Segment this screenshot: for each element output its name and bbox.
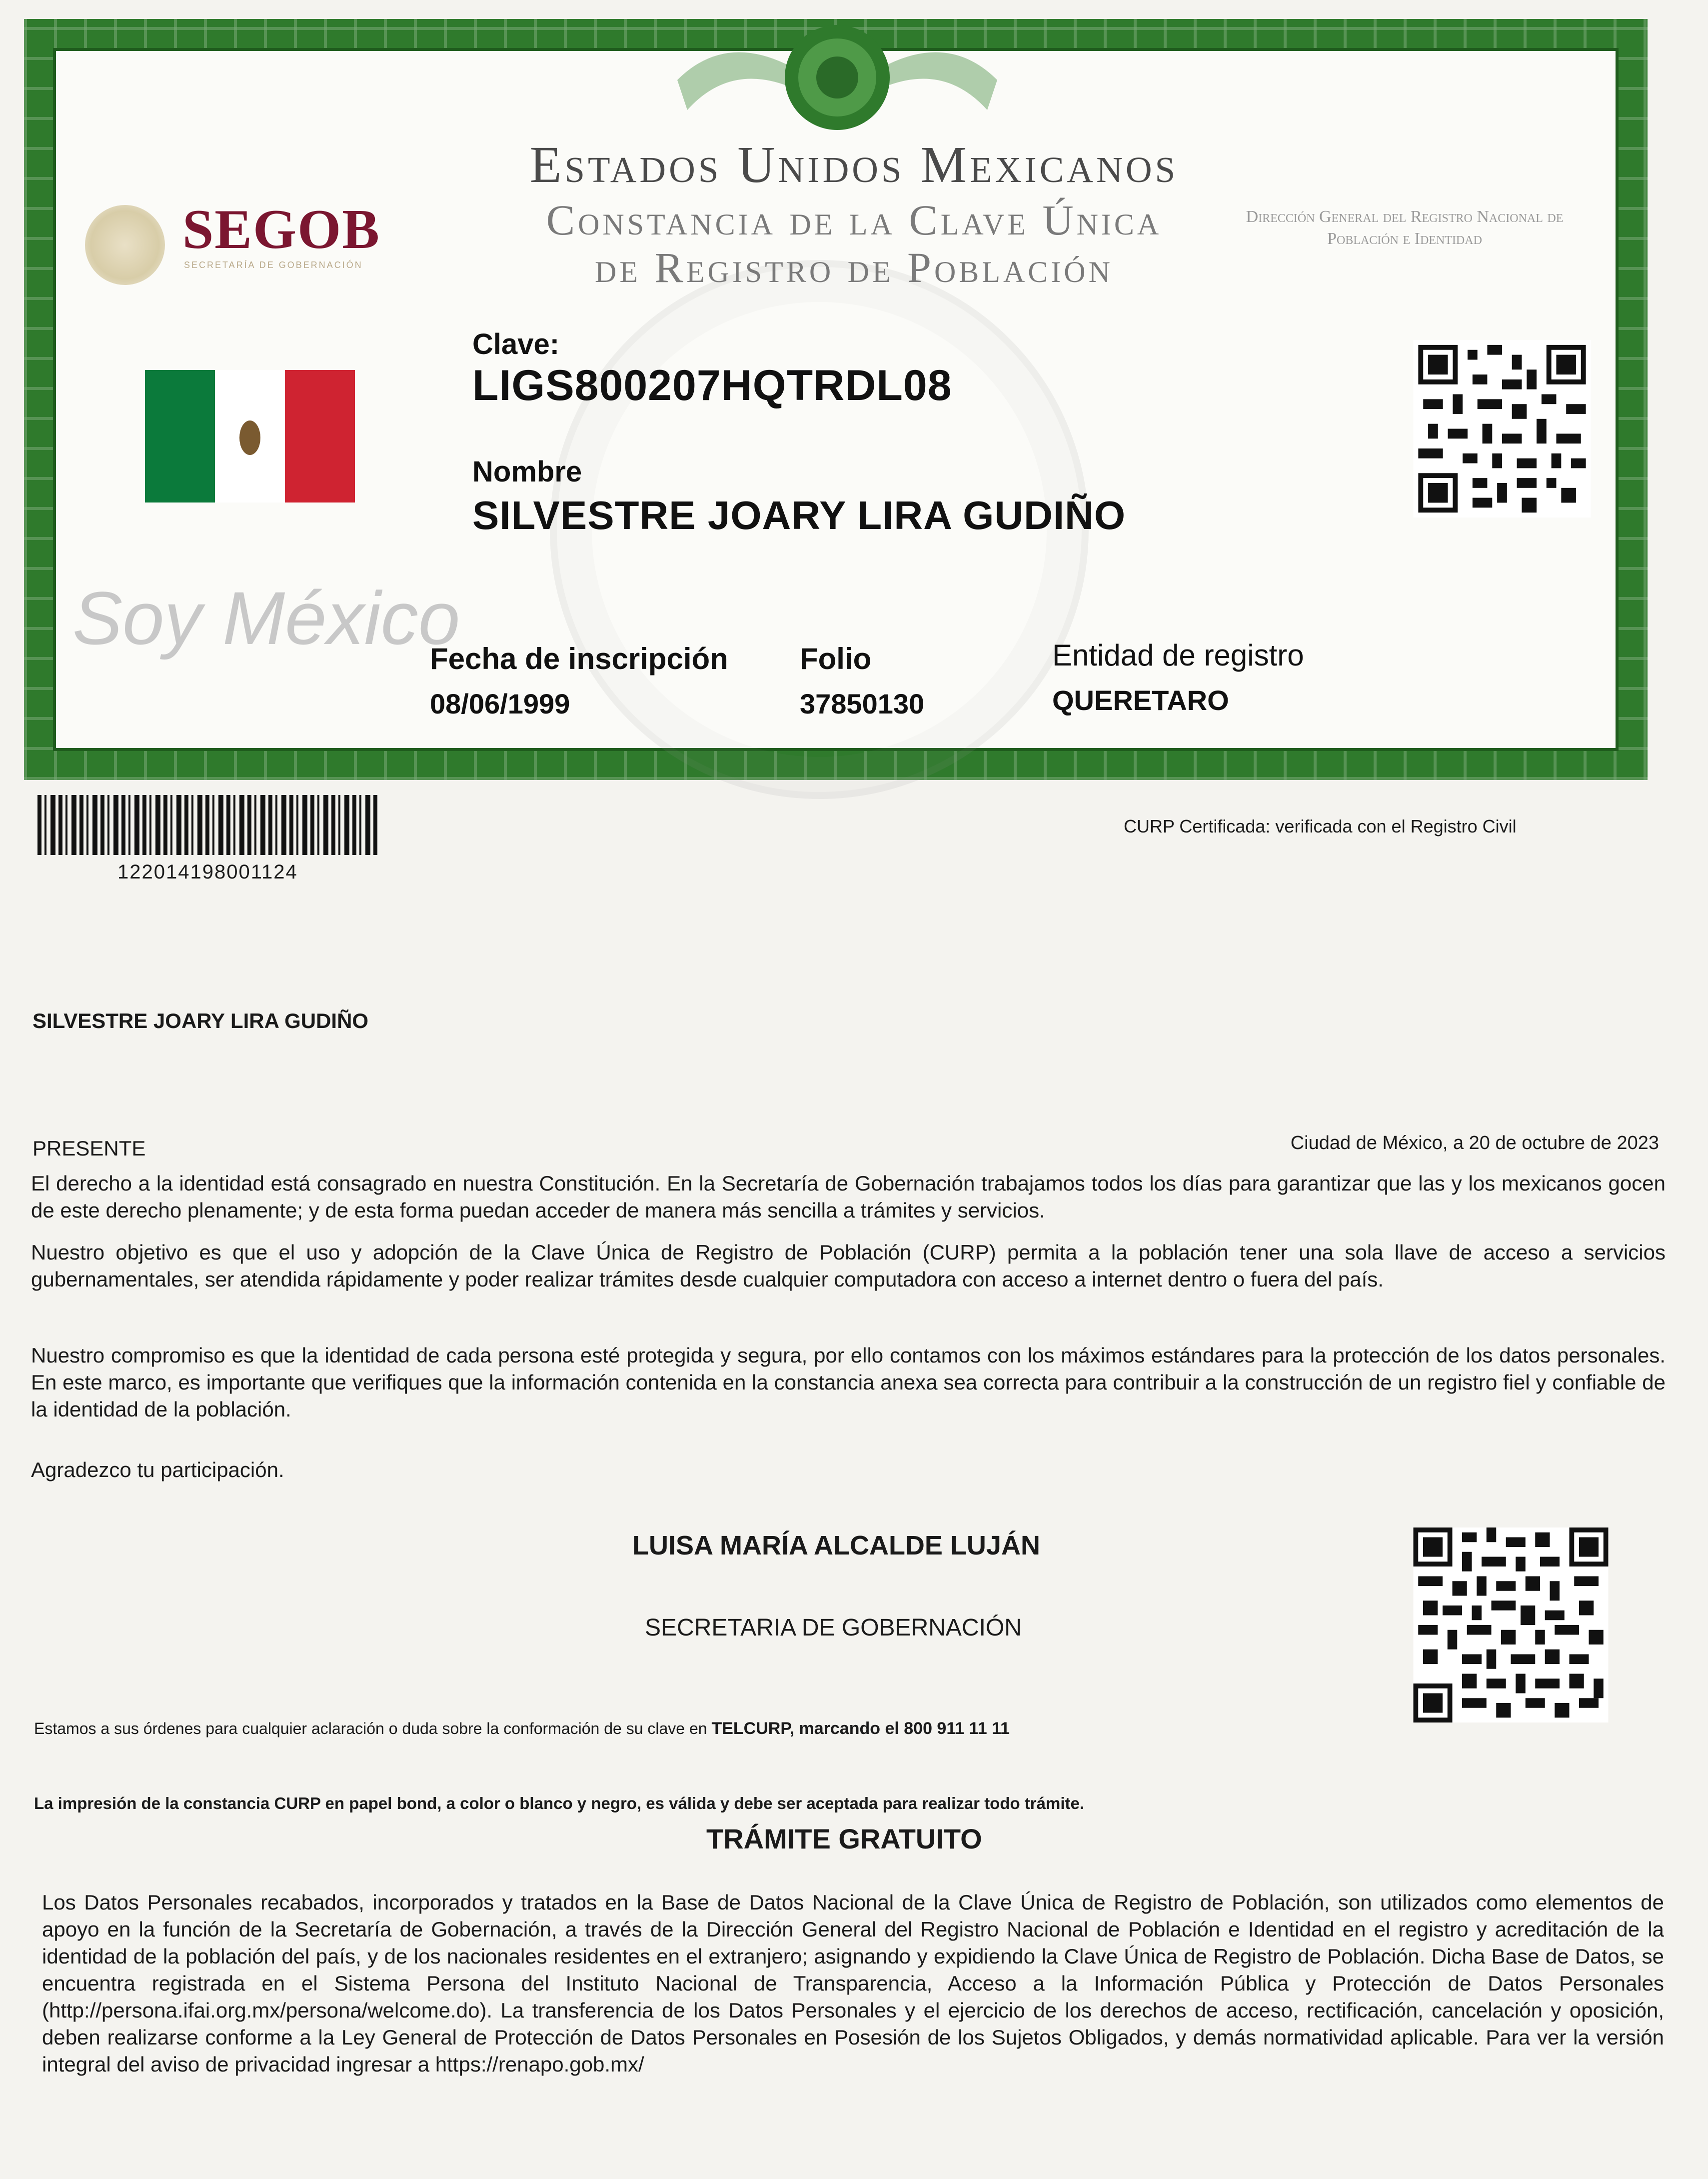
document-title: Estados Unidos Mexicanos: [529, 136, 1179, 194]
signer-role: SECRETARIA DE GOBERNACIÓN: [645, 1614, 1022, 1641]
help-line: [34, 1719, 1010, 1738]
fecha-inscripcion-value: 08/06/1999: [430, 688, 570, 720]
nombre-label: Nombre: [472, 456, 582, 488]
letter-addressee: SILVESTRE JOARY LIRA GUDIÑO: [32, 1009, 369, 1032]
signer-name: LUISA MARÍA ALCALDE LUJÁN: [632, 1530, 1040, 1560]
document-subtitle-line2: de Registro de Población: [595, 244, 1113, 292]
letter-paragraph-2: Nuestro objetivo es que el uso y adopción de la Clave Única de Registro de Población (CURP) permita a la población tener una sola llave de acceso a servicios gubernamentales, ser atendida rápidamente y poder realizar trámites desde cualquier computadora con acceso a internet dentro o fuera del país.: [31, 1240, 1666, 1291]
soy-mexico-logo: Soy México: [72, 576, 460, 660]
letter-place-date: Ciudad de México, a 20 de octubre de 2023: [1290, 1132, 1659, 1154]
qr-code-icon: [1412, 340, 1592, 518]
qr-code-icon: [1412, 1528, 1610, 1722]
segob-logo: SEGOB: [182, 198, 380, 260]
segob-emblem-icon: [85, 205, 165, 285]
letter-paragraph-1: El derecho a la identidad está consagrado en nuestra Constitución. En la Secretaría de Gobernación trabajamos todos los días para garantizar que las y los mexicanos gocen de este derecho plenamente; y de esta forma puedan acceder de manera más sencilla a trámites y servicios.: [31, 1172, 1666, 1222]
help-text: Estamos a sus órdenes para cualquier aclaración o duda sobre la conformación de su clave en: [34, 1720, 707, 1738]
national-emblem-icon: [667, 20, 1007, 135]
dgrnp-label: Dirección General del Registro Nacional de Población e Identidad: [1246, 208, 1564, 248]
barcode-number: 122014198001124: [117, 861, 298, 883]
folio-label: Folio: [800, 642, 872, 676]
nombre-value: SILVESTRE JOARY LIRA GUDIÑO: [472, 493, 1126, 538]
telcurp-phone: TELCURP, marcando el 800 911 11 11: [711, 1719, 1010, 1738]
barcode-icon: [37, 795, 377, 855]
free-procedure-label: TRÁMITE GRATUITO: [706, 1823, 982, 1854]
folio-value: 37850130: [800, 688, 925, 720]
curp-certificada-note: CURP Certificada: verificada con el Registro Civil: [1124, 816, 1517, 836]
clave-value: LIGS800207HQTRDL08: [472, 362, 952, 410]
mexico-flag-icon: [145, 370, 355, 502]
letter-paragraph-4: Agradezco tu participación.: [31, 1458, 284, 1482]
letter-presente: PRESENTE: [32, 1136, 146, 1160]
segob-subtitle: SECRETARÍA DE GOBERNACIÓN: [184, 260, 363, 270]
print-validity-note: La impresión de la constancia CURP en papel bond, a color o blanco y negro, es válida y debe ser aceptada para realizar todo trámite.: [34, 1794, 1085, 1812]
document-subtitle-line1: Constancia de la Clave Única: [546, 196, 1162, 244]
entidad-registro-label: Entidad de registro: [1052, 638, 1304, 672]
clave-label: Clave:: [472, 328, 560, 360]
letter-paragraph-3: Nuestro compromiso es que la identidad de cada persona esté protegida y segura, por ello contamos con los máximos estándares para la protección de los datos personales. En este marco, es importante que verifiques que la información contenida en la constancia anexa sea correcta para contribuir a la construcción de un registro fiel y confiable de la identidad de la población.: [31, 1344, 1666, 1421]
fecha-inscripcion-label: Fecha de inscripción: [430, 642, 728, 676]
privacy-notice: Los Datos Personales recabados, incorporados y tratados en la Base de Datos Nacional de la Clave Única de Registro de Población, son utilizados como elementos de apoyo en la función de la Secretaría de Gobernación, a través de la Dirección General del Registro Nacional de Población e Identidad en el registro y acreditación de la identidad de la población del país, y de los nacionales residentes en el extranjero; asignando y expidiendo la Clave Única de Registro de Población. Dicha Base de Datos, se encuentra registrada en el Sistema Persona del Instituto Nacional de Transparencia, Acceso a la Información Pública y Protección de Datos Personales (http://persona.ifai.org.mx/persona/welcome.do). La transferencia de los Datos Personales y el ejercicio de los derechos de acceso, rectificación, cancelación y oposición, deben realizarse conforme a la Ley General de Protección de Datos Personales en Posesión de los Sujetos Obligados, y demás normatividad aplicable. Para ver la versión integral del aviso de privacidad ingresar a https://renapo.gob.mx/: [42, 1890, 1664, 2076]
entidad-registro-value: QUERETARO: [1052, 684, 1229, 716]
